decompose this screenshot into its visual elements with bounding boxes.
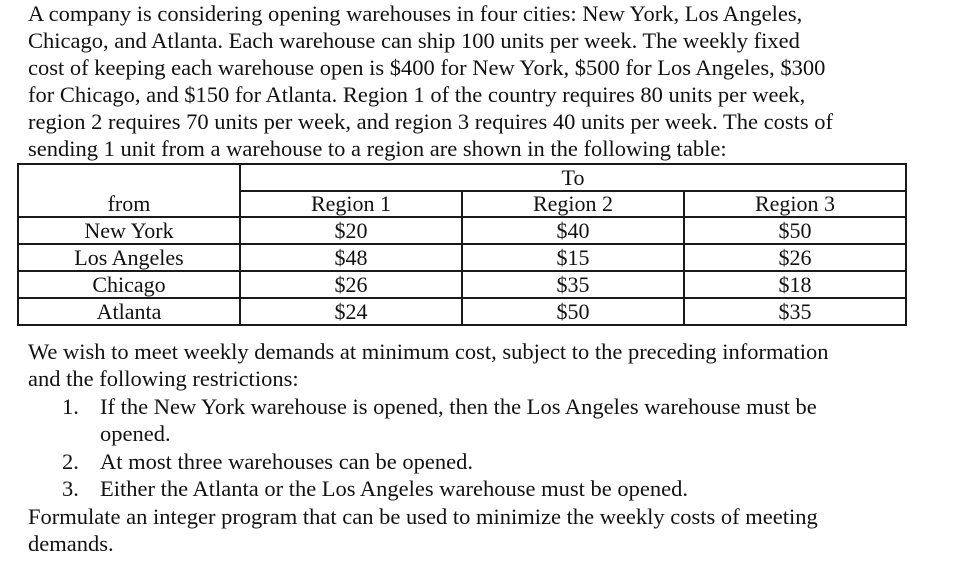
restriction-text: opened. (100, 421, 171, 446)
restriction-number: 2. (62, 449, 79, 474)
intro-line-3: cost of keeping each warehouse open is $400 for New York, $500 for Los Angeles, $300 (28, 55, 826, 80)
table-row (18, 217, 906, 244)
column-header-region-1: Region 1 (240, 191, 462, 217)
after-table-line-1: We wish to meet weekly demands at minimum cost, subject to the preceding information (28, 339, 829, 364)
after-table-line-2: and the following restrictions: (28, 366, 299, 391)
cost-cell: $35 (462, 271, 684, 298)
row-label-warehouse: Atlanta (18, 298, 240, 325)
table-header-row-to (18, 164, 906, 191)
column-header-region-3: Region 3 (684, 191, 906, 217)
closing-line-2: demands. (28, 531, 114, 556)
restriction-text: At most three warehouses can be opened. (100, 449, 473, 474)
row-label-warehouse: Chicago (18, 271, 240, 298)
restriction-number: 1. (62, 394, 79, 419)
intro-line-6: sending 1 unit from a warehouse to a region are shown in the following table: (28, 136, 727, 161)
cost-cell: $40 (462, 217, 684, 244)
cost-cell: $50 (684, 217, 906, 244)
from-header: from (18, 164, 240, 217)
intro-line-4: for Chicago, and $150 for Atlanta. Region 1 of the country requires 80 units per week, (28, 82, 806, 107)
intro-line-1: A company is considering opening warehouses in four cities: New York, Los Angeles, (28, 1, 803, 26)
closing-line-1: Formulate an integer program that can be used to minimize the weekly costs of meeting (28, 504, 818, 529)
cost-cell: $15 (462, 244, 684, 271)
cost-cell: $35 (684, 298, 906, 325)
cost-cell: $50 (462, 298, 684, 325)
cost-cell: $26 (240, 271, 462, 298)
row-label-warehouse: Los Angeles (18, 244, 240, 271)
to-header: To (240, 164, 906, 191)
table-row (18, 298, 906, 325)
intro-line-5: region 2 requires 70 units per week, and region 3 requires 40 units per week. The costs of (28, 109, 833, 134)
table-row (18, 271, 906, 298)
restriction-text: Either the Atlanta or the Los Angeles warehouse must be opened. (100, 476, 688, 501)
column-header-region-2: Region 2 (462, 191, 684, 217)
cost-cell: $20 (240, 217, 462, 244)
row-label-warehouse: New York (18, 217, 240, 244)
cost-cell: $18 (684, 271, 906, 298)
restriction-text: If the New York warehouse is opened, then the Los Angeles warehouse must be (100, 394, 817, 419)
restriction-number: 3. (62, 476, 79, 501)
shipping-cost-table (17, 163, 907, 326)
cost-cell: $26 (684, 244, 906, 271)
table-row (18, 244, 906, 271)
cost-cell: $48 (240, 244, 462, 271)
cost-cell: $24 (240, 298, 462, 325)
intro-line-2: Chicago, and Atlanta. Each warehouse can ship 100 units per week. The weekly fixed (28, 28, 800, 53)
